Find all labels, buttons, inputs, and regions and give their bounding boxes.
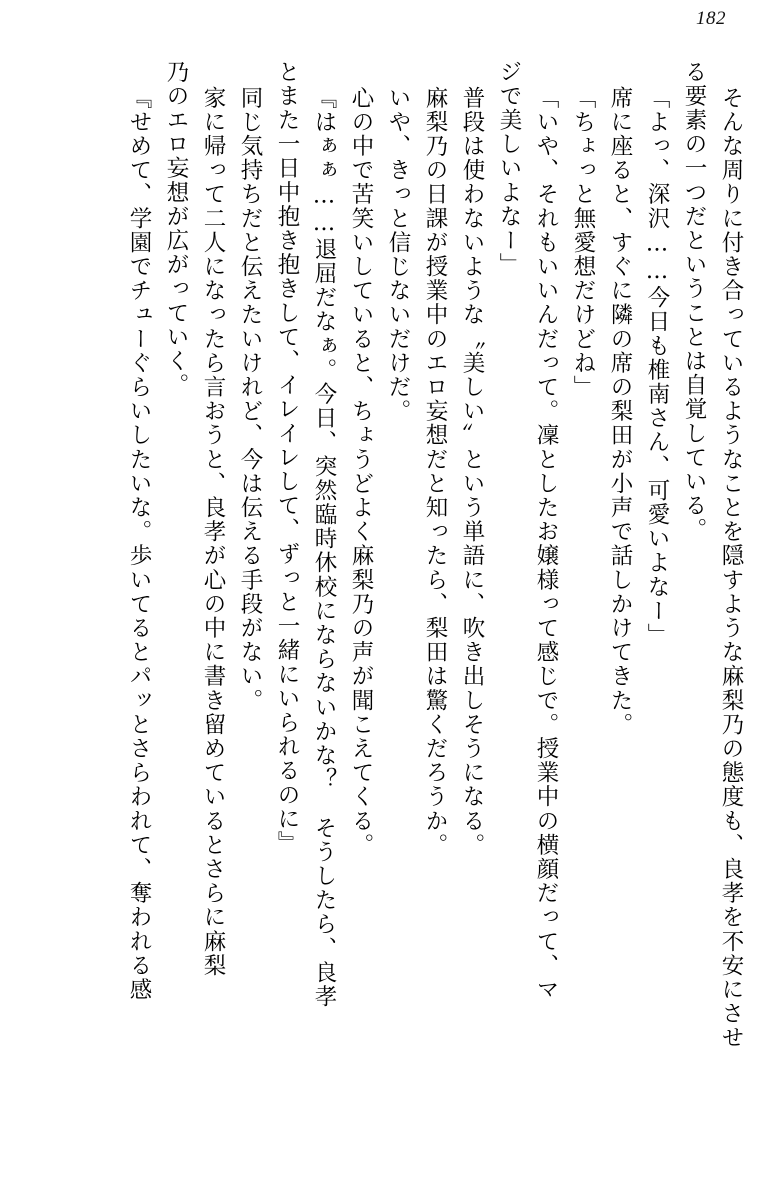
text-column: 「ちょっと無愛想だけどね」 — [570, 86, 596, 400]
text-column: る要素の一つだということは自覚している。 — [681, 60, 707, 542]
text-column: 『はぁぁ……退屈だなぁ。今日、突然臨時休校にならないかな？ そうしたら、良孝 — [311, 86, 337, 1009]
text-column: 同じ気持ちだと伝えたいけれど、今は伝える手段がない。 — [237, 86, 263, 713]
text-column: ジで美しいよなー」 — [496, 60, 522, 277]
text-column: とまた一日中抱き抱きして、イレイレして、ずっと一緒にいられるのに』 — [274, 60, 300, 856]
text-column: 席に座ると、すぐに隣の席の梨田が小声で話しかけてきた。 — [607, 86, 633, 737]
text-column: いや、きっと信じないだけだ。 — [385, 86, 411, 424]
page-body-text — [40, 60, 742, 1170]
text-column: 乃のエロ妄想が広がっていく。 — [163, 60, 189, 398]
text-column: 普段は使わないような〝美しい〟という単語に、吹き出しそうになる。 — [459, 86, 485, 858]
text-column: 麻梨乃の日課が授業中のエロ妄想だと知ったら、梨田は驚くだろうか。 — [422, 86, 448, 858]
text-column: 『せめて、学園でチューぐらいしたいな。歩いてるとパッとさらわれて、奪われる感 — [126, 86, 152, 1002]
text-column: 家に帰って二人になったら言おうと、良孝が心の中に書き留めているとさらに麻梨 — [200, 86, 226, 978]
text-column: 「いや、それもいいんだって。凜としたお嬢様って感じで。授業中の横顔だって、マ — [533, 86, 559, 1002]
page-number: 182 — [696, 8, 726, 29]
text-column: 「よっ、深沢……今日も椎南さん、可愛いよなー」 — [644, 86, 670, 648]
text-column: そんな周りに付き合っているようなことを隠すような麻梨乃の態度も、良孝を不安にさせ — [718, 86, 744, 1050]
text-column: 心の中で苦笑いしていると、ちょうどよく麻梨乃の声が聞こえてくる。 — [348, 86, 374, 858]
